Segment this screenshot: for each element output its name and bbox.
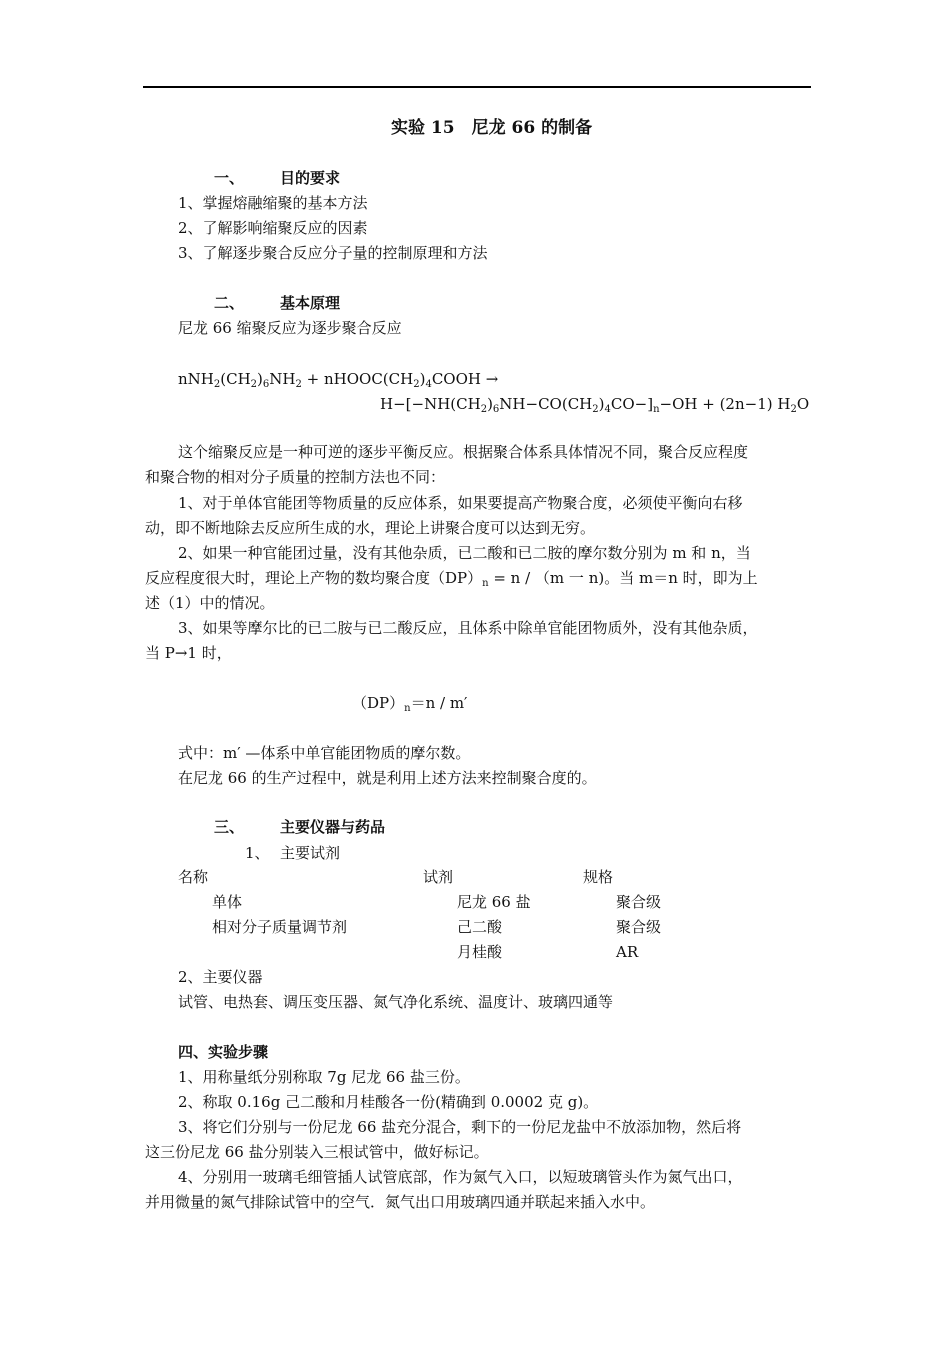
page-title: 实验 15 尼龙 66 的制备 [391,118,593,138]
table-header-name: 名称 [178,868,209,886]
table-cell: 聚合级 [616,893,662,911]
instrument-list: 试管、电热套、调压变压器、氮气净化系统、温度计、玻璃四通等 [178,993,614,1011]
section-1-heading: 目的要求 [280,169,341,187]
paragraph-line: 和聚合物的相对分子质量的控制方法也不同： [145,468,446,486]
principle-summary: 在尼龙 66 的生产过程中，就是利用上述方法来控制聚合度的。 [178,769,597,787]
section-2-heading: 基本原理 [280,294,341,312]
subsection-heading: 2、主要仪器 [178,968,263,986]
paragraph-line: 3、如果等摩尔比的已二胺与已二酸反应，且体系中除单官能团物质外，没有其他杂质， [178,619,758,637]
paragraph-line: 这个缩聚反应是一种可逆的逐步平衡反应。根据聚合体系具体情况不同，聚合反应程度 [178,443,749,461]
table-cell: 相对分子质量调节剂 [212,918,348,936]
step-item: 这三份尼龙 66 盐分别装入三根试管中，做好标记。 [145,1143,489,1161]
section-3-heading: 主要仪器与药品 [280,818,386,836]
reaction-equation-line-2: $H-[-NH(CH_2)_6NH-CO(CH_2)_4CO-]_n-OH + (2n-1)$ $H_2O$ [380,395,810,415]
objective-item: 2、了解影响缩聚反应的因素 [178,219,368,237]
table-cell: AR [616,943,639,961]
paragraph-line: 2、如果一种官能团过量，没有其他杂质，已二酸和已二胺的摩尔数分别为 m 和 n，当 [178,544,751,562]
paragraph-line: 反应程度很大时，理论上产物的数均聚合度$(DP)_n = n / (m$ 一 n)。当 m＝n 时，即为上 [145,569,758,589]
principle-intro: 尼龙 66 缩聚反应为逐步聚合反应 [178,319,402,337]
table-cell: 聚合级 [616,918,662,936]
paragraph-line: 1、对于单体官能团等物质量的反应体系，如果要提高产物聚合度，必须使平衡向右移 [178,494,743,512]
table-cell: 尼龙 66 盐 [457,893,531,911]
step-item: 1、用称量纸分别称取 7g 尼龙 66 盐三份。 [178,1068,470,1086]
section-2-number: 二、 [214,294,245,312]
paragraph-line: 述（1）中的情况。 [145,594,275,612]
table-cell: 单体 [212,893,243,911]
section-1-number: 一、 [214,169,245,187]
section-4-heading: 四、实验步骤 [178,1043,269,1061]
step-item: 4、分别用一玻璃毛细管插人试管底部，作为氮气入口，以短玻璃管头作为氮气出口， [178,1168,743,1186]
table-cell: 己二酸 [457,918,503,936]
step-item: 并用微量的氮气排除试管中的空气．氮气出口用玻璃四通并联起来插入水中。 [145,1193,656,1211]
paragraph-line: 动，即不断地除去反应所生成的水，理论上讲聚合度可以达到无穷。 [145,519,596,537]
table-header-grade: 规格 [583,868,614,886]
header-rule [143,86,811,88]
table-cell: 月桂酸 [457,943,503,961]
table-header-reagent: 试剂 [423,868,454,886]
objective-item: 1、掌握熔融缩聚的基本方法 [178,194,368,212]
step-item: 3、将它们分别与一份尼龙 66 盐充分混合，剩下的一份尼龙盐中不放添加物，然后将 [178,1118,742,1136]
dp-formula: $(DP)_n=n / m'$ [352,694,468,714]
step-item: 2、称取 0.16g 己二酸和月桂酸各一份(精确到 0.0002 克 g)。 [178,1093,599,1111]
reaction-equation-line-1: $nNH_2(CH_2)_6NH_2$ + $nHOOC(CH_2)_4COOH$ → [178,370,499,390]
objective-item: 3、了解逐步聚合反应分子量的控制原理和方法 [178,244,488,262]
paragraph-line: 当 P→1 时， [145,644,232,662]
section-3-number: 三、 [214,818,245,836]
formula-note: 式中：m′ —体系中单官能团物质的摩尔数。 [178,744,471,762]
subsection-heading: 主要试剂 [280,844,341,862]
subsection-number: 1、 [245,844,270,862]
